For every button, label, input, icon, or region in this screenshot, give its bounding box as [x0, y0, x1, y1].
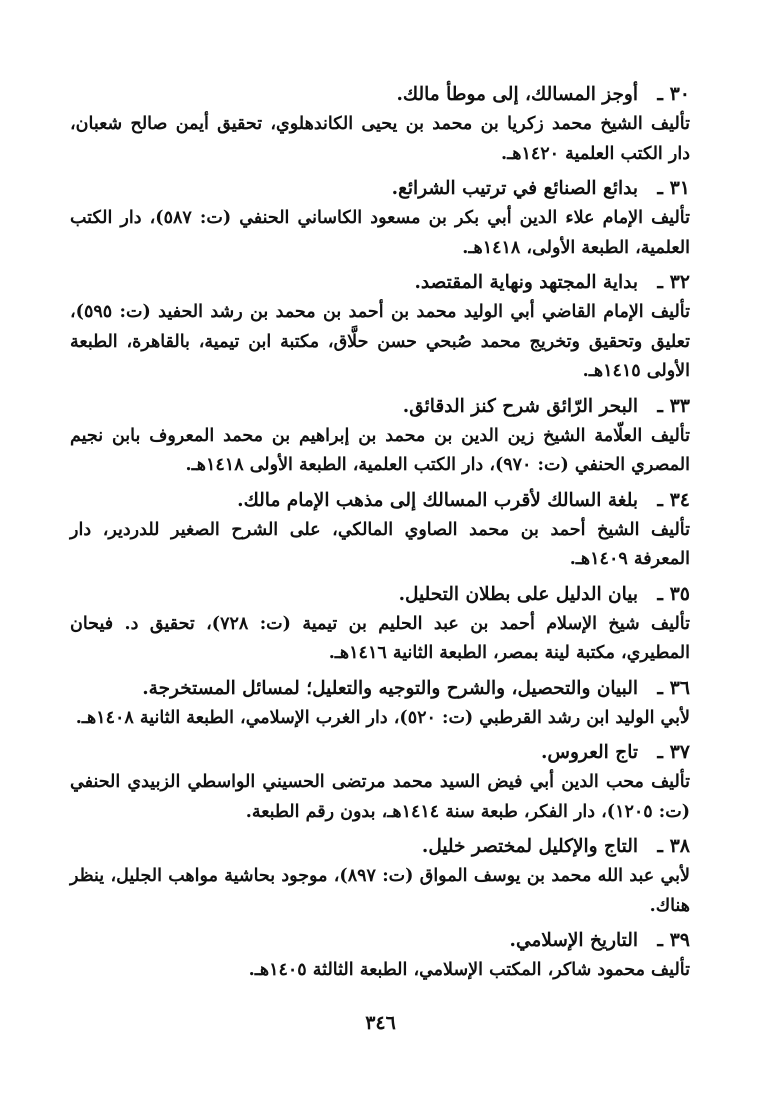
- entry-title: التاريخ الإسلامي.: [509, 930, 638, 951]
- entry-number: ٣٠ ـ: [657, 83, 690, 105]
- entry-heading: [70, 924, 690, 956]
- bibliography-entry: [70, 736, 690, 827]
- bibliography-entry: [70, 672, 690, 734]
- bibliography-entry: [70, 390, 690, 481]
- entry-number: ٣٣ ـ: [657, 394, 690, 417]
- entry-number: ٣٥ ـ: [657, 582, 690, 605]
- entry-title: بيان الدليل على بطلان التحليل.: [398, 583, 638, 605]
- entry-heading: [70, 830, 690, 862]
- entry-description: تأليف الشيخ محمد زكريا بن محمد بن يحيى الكاندهلوي، تحقيق أيمن صالح شعبان، دار الكتب العلمية ١٤٢٠هـ.: [70, 114, 690, 164]
- entry-description: تأليف العلّامة الشيخ زين الدين بن محمد بن إبراهيم بن محمد المعروف بابن نجيم المصري الحنفي (ت: ٩٧٠)، دار الكتب العلمية، الطبعة الأولى ١٤١٨هـ.: [70, 425, 690, 475]
- entry-number: ٣٧ ـ: [657, 741, 690, 763]
- entry-description: تأليف الشيخ أحمد بن محمد الصاوي المالكي، على الشرح الصغير للدردير، دار المعرفة ١٤٠٩هـ.: [70, 519, 690, 569]
- entry-title: البيان والتحصيل، والشرح والتوجيه والتعليل؛ لمسائل المستخرجة.: [142, 677, 638, 699]
- entry-heading: [70, 172, 690, 204]
- entry-number: ٣٦ ـ: [657, 676, 690, 699]
- entry-description: تأليف محمود شاكر، المكتب الإسلامي، الطبعة الثالثة ١٤٠٥هـ.: [248, 960, 690, 980]
- bibliography-entry: [70, 266, 690, 387]
- entry-heading: [70, 78, 690, 110]
- entry-description: تأليف الإمام القاضي أبي الوليد محمد بن أحمد بن محمد بن رشد الحفيد (ت: ٥٩٥)، تعليق وتحقيق وتخريج محمد صُبحي حسن حلَّاق، مكتبة ابن تيمية، بالقاهرة، الطبعة الأولى ١٤١٥هـ.: [70, 302, 690, 381]
- entry-description: تأليف شيخ الإسلام أحمد بن عبد الحليم بن تيمية (ت: ٧٢٨)، تحقيق د. فيحان المطيري، مكتبة لينة بمصر، الطبعة الثانية ١٤١٦هـ.: [70, 613, 690, 663]
- entry-heading: [70, 736, 690, 768]
- bibliography-entry: [70, 578, 690, 669]
- entry-title: بدائع الصنائع في ترتيب الشرائع.: [391, 178, 638, 199]
- entry-description: لأبي الوليد ابن رشد القرطبي (ت: ٥٢٠)، دار الغرب الإسلامي، الطبعة الثانية ١٤٠٨هـ.: [75, 707, 690, 728]
- entry-number: ٣١ ـ: [657, 177, 690, 199]
- bibliography-entry: [70, 924, 690, 986]
- bibliography-entry: [70, 484, 690, 575]
- entry-number: ٣٢ ـ: [657, 271, 690, 293]
- bibliography-entry: [70, 172, 690, 263]
- entry-description: تأليف محب الدين أبي فيض السيد محمد مرتضى الحسيني الواسطي الزبيدي الحنفي (ت: ١٢٠٥)، دار الفكر، طبعة سنة ١٤١٤هـ، بدون رقم الطبعة.: [70, 772, 690, 822]
- entry-heading: [70, 578, 690, 610]
- entry-number: ٣٩ ـ: [657, 929, 690, 951]
- entry-number: ٣٤ ـ: [657, 488, 690, 511]
- entry-description: لأبي عبد الله محمد بن يوسف المواق (ت: ٨٩٧)، موجود بحاشية مواهب الجليل، ينظر هناك.: [70, 866, 690, 916]
- bibliography-list: [70, 78, 690, 989]
- page-number: ٣٤٦: [365, 1012, 396, 1034]
- entry-heading: [70, 390, 690, 422]
- entry-title: أوجز المسالك، إلى موطأ مالك.: [396, 84, 638, 105]
- entry-title: التاج والإكليل لمختصر خليل.: [421, 836, 638, 857]
- entry-title: تاج العروس.: [540, 742, 638, 763]
- entry-heading: [70, 266, 690, 298]
- entry-heading: [70, 484, 690, 516]
- entry-title: البحر الرّائق شرح كنز الدقائق.: [402, 395, 638, 417]
- entry-heading: [70, 672, 690, 704]
- entry-title: بداية المجتهد ونهاية المقتصد.: [414, 272, 638, 293]
- entry-number: ٣٨ ـ: [657, 835, 690, 857]
- entry-title: بلغة السالك لأقرب المسالك إلى مذهب الإمام مالك.: [237, 489, 638, 511]
- bibliography-entry: [70, 830, 690, 921]
- entry-description: تأليف الإمام علاء الدين أبي بكر بن مسعود الكاساني الحنفي (ت: ٥٨٧)، دار الكتب العلمية، الطبعة الأولى، ١٤١٨هـ.: [70, 208, 690, 258]
- bibliography-entry: [70, 78, 690, 169]
